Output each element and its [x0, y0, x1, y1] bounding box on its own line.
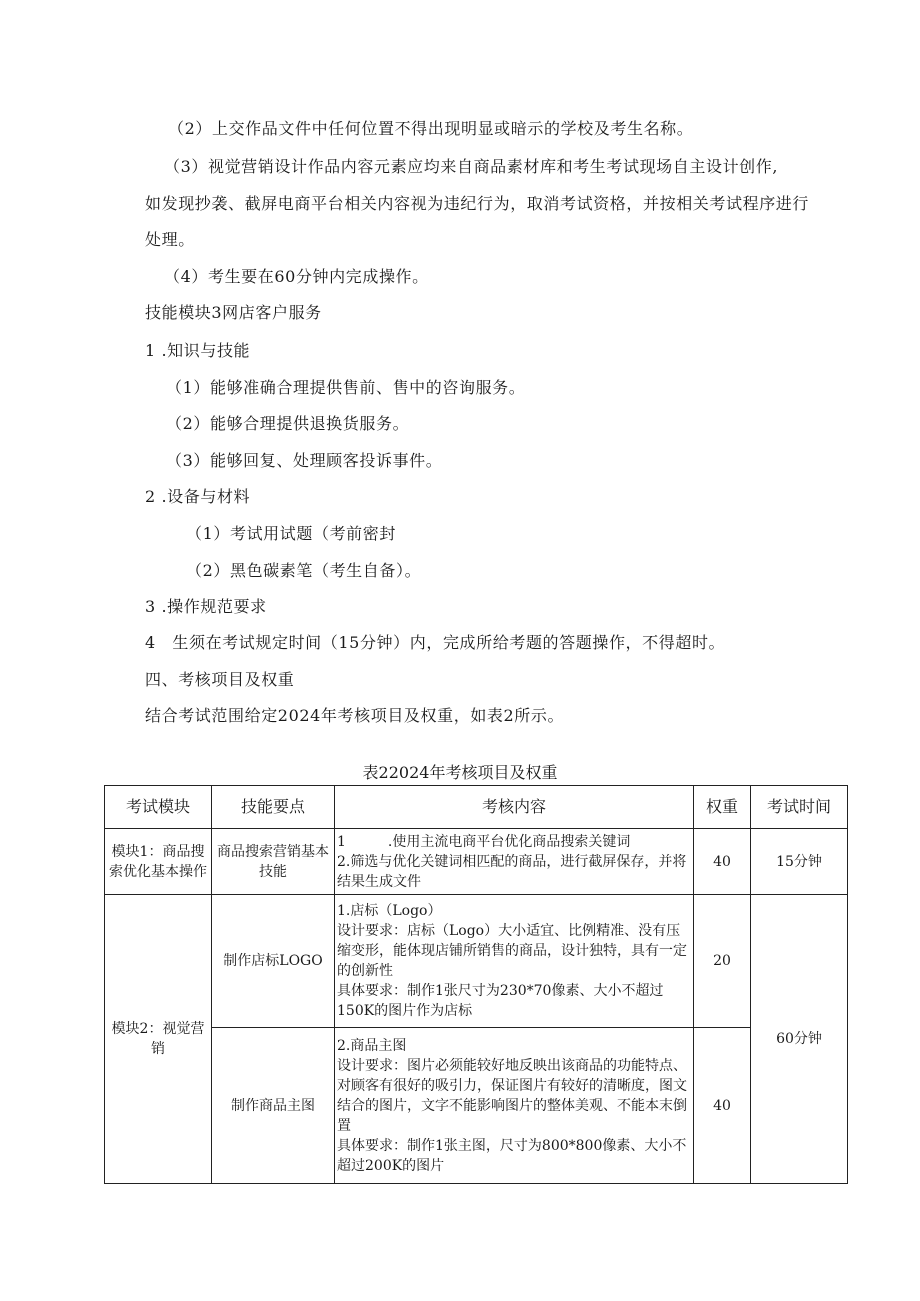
- header-content: 考核内容: [335, 786, 694, 829]
- knowledge-item-3: （3）能够回复、处理顾客投诉事件。: [166, 451, 443, 470]
- paragraph-p3: （4）考生要在60分钟内完成操作。: [164, 267, 429, 286]
- equipment-item-1: （1）考试用试题（考前密封: [186, 524, 396, 543]
- module3-heading: 技能模块3网店客户服务: [145, 303, 322, 322]
- content-line: 具体要求：制作1张尺寸为230*70像素、大小不超过150K的图片作为店标: [337, 983, 664, 1019]
- content-cell: [335, 1028, 694, 1184]
- paragraph-p2-line3: 处理。: [145, 230, 195, 249]
- content-cell: [335, 829, 694, 895]
- table-header-row: [105, 786, 848, 829]
- weight-cell: 40: [694, 829, 751, 895]
- module-cell: 模块1：商品搜索优化基本操作: [105, 829, 212, 895]
- content-line: 1.店标（Logo）: [337, 903, 442, 919]
- header-skill: 技能要点: [212, 786, 335, 829]
- knowledge-heading: 1 .知识与技能: [145, 341, 251, 360]
- time-cell: 15分钟: [751, 829, 848, 895]
- operation-item-4: 4 生须在考试规定时间（15分钟）内，完成所给考题的答题操作，不得超时。: [145, 633, 726, 652]
- paragraph-p1: （2）上交作品文件中任何位置不得出现明显或暗示的学校及考生名称。: [168, 119, 694, 138]
- header-module: 考试模块: [105, 786, 212, 829]
- operation-heading: 3 .操作规范要求: [145, 597, 267, 616]
- table-row: [105, 829, 848, 895]
- module-cell: 模块2：视觉营销: [105, 895, 212, 1184]
- knowledge-item-2: （2）能够合理提供退换货服务。: [166, 414, 410, 433]
- paragraph-p2-line1: （3）视觉营销设计作品内容元素应均来自商品素材库和考生考试现场自主设计创作,: [164, 157, 779, 176]
- equipment-item-2: （2）黑色碳素笔（考生自备）。: [186, 561, 422, 580]
- weight-cell: 20: [694, 895, 751, 1028]
- header-time: 考试时间: [751, 786, 848, 829]
- paragraph-p2-line2: 如发现抄袭、截屏电商平台相关内容视为违纪行为，取消考试资格，并按相关考试程序进行: [145, 194, 810, 213]
- table-row: [105, 895, 848, 1028]
- header-weight: 权重: [694, 786, 751, 829]
- knowledge-item-1: （1）能够准确合理提供售前、售中的咨询服务。: [166, 378, 526, 397]
- content-line: 具体要求：制作1张主图，尺寸为800*800像素、大小不超过200K的图片: [337, 1137, 687, 1174]
- equipment-heading: 2 .设备与材料: [145, 487, 251, 506]
- content-line: 2.筛选与优化关键词相匹配的商品，进行截屏保存，并将结果生成文件: [337, 853, 687, 890]
- assessment-table: [104, 785, 848, 1184]
- content-line: 设计要求：店标（Logo）大小适宜、比例精准、没有压缩变形，能体现店铺所销售的商品，设计独特，具有一定的创新性: [337, 923, 687, 979]
- table-intro: 结合考试范围给定2024年考核项目及权重，如表2所示。: [145, 706, 565, 725]
- weight-cell: 40: [694, 1028, 751, 1184]
- content-line: 1 .使用主流电商平台优化商品搜索关键词: [337, 833, 631, 850]
- table-row: [105, 1028, 848, 1184]
- skill-cell: 商品搜索营销基本技能: [212, 829, 335, 895]
- skill-cell: 制作店标LOGO: [212, 895, 335, 1028]
- content-line: 设计要求：图片必须能较好地反映出该商品的功能特点、对顾客有很好的吸引力，保证图片有较好的清晰度，图文结合的图片，文字不能影响图片的整体美观、不能本末倒置: [337, 1057, 687, 1134]
- skill-cell: 制作商品主图: [212, 1028, 335, 1184]
- content-line: 2.商品主图: [337, 1037, 407, 1054]
- table-caption: 表22024年考核项目及权重: [362, 763, 558, 782]
- time-cell: 60分钟: [751, 895, 848, 1184]
- content-cell: [335, 895, 694, 1028]
- section4-heading: 四、考核项目及权重: [145, 670, 295, 689]
